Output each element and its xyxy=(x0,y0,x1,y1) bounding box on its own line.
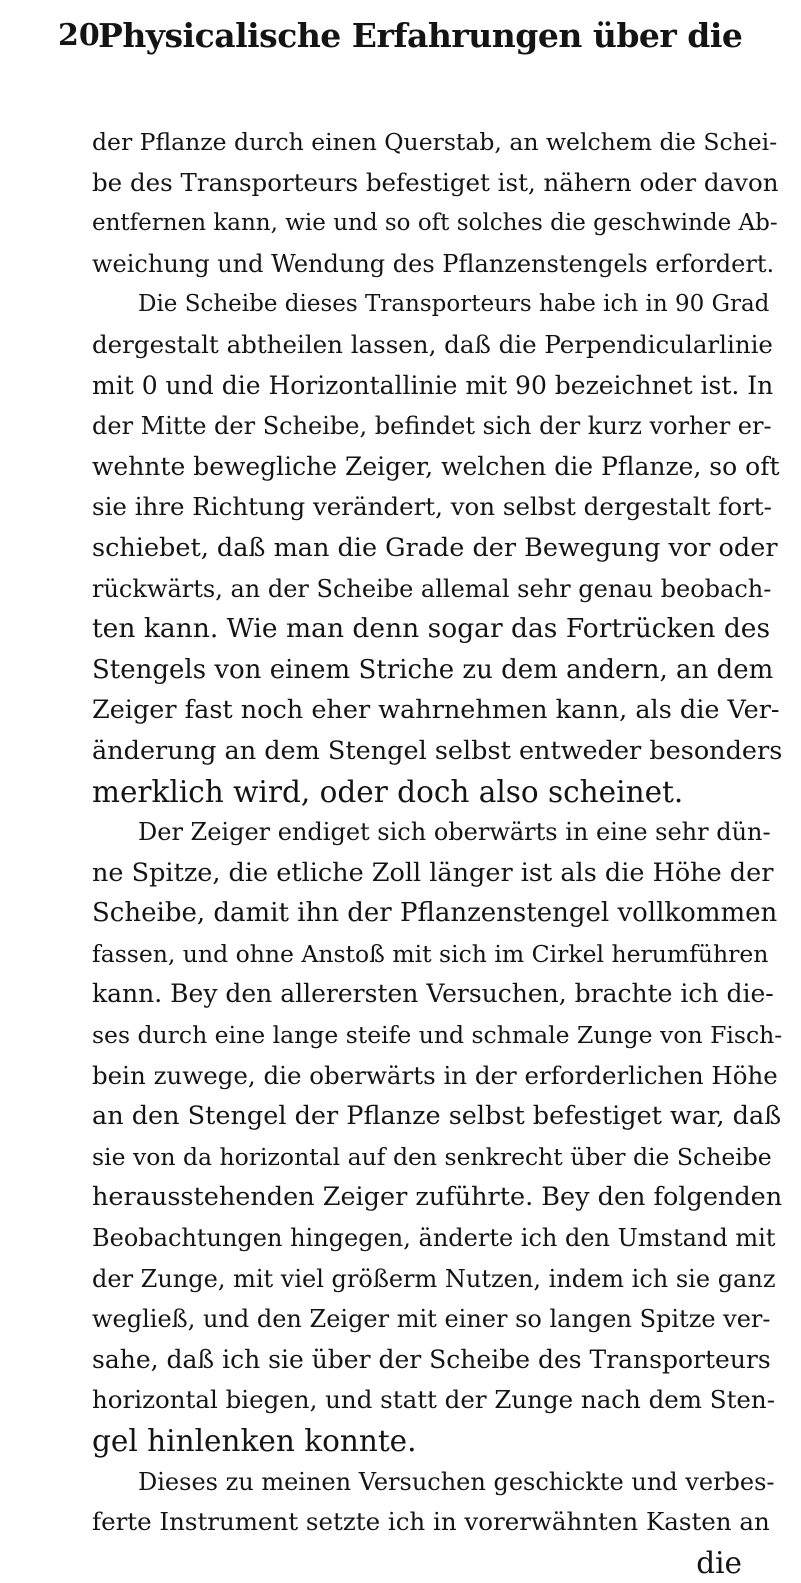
text-line: entfernen kann, wie und so oft solches die geschwinde Ab- xyxy=(92,210,778,237)
text-line: ses durch eine lange steife und schmale Zunge von Fisch- xyxy=(92,1021,782,1050)
text-line: merklich wird, oder doch also scheinet. xyxy=(92,774,684,809)
page-header xyxy=(58,6,758,70)
text-line: mit 0 und die Horizontallinie mit 90 bezeichnet ist. In xyxy=(92,370,774,400)
catchword: die xyxy=(696,1545,742,1580)
text-line: Scheibe, damit ihn der Pflanzenstengel vollkommen xyxy=(92,898,778,929)
text-line: Dieses zu meinen Versuchen geschickte und verbes- xyxy=(138,1467,775,1496)
text-line: ten kann. Wie man denn sogar das Fortrücken des xyxy=(92,613,771,645)
text-line: weichung und Wendung des Pflanzenstengels erfordert. xyxy=(92,249,775,278)
text-line: an den Stengel der Pflanze selbst befestiget war, daß xyxy=(92,1101,782,1132)
text-line: der Zunge, mit viel größerm Nutzen, indem ich sie ganz xyxy=(92,1264,776,1293)
text-line: sahe, daß ich sie über der Scheibe des Transporteurs xyxy=(92,1344,771,1374)
text-line: änderung an dem Stengel selbst entweder besonders xyxy=(92,735,782,766)
text-line: dergestalt abtheilen lassen, daß die Perpendicularlinie xyxy=(92,329,773,359)
text-line: der Pflanze durch einen Querstab, an welchem die Schei- xyxy=(92,128,778,156)
text-line: sie von da horizontal auf den senkrecht über die Scheibe xyxy=(92,1142,772,1171)
text-line: wehnte bewegliche Zeiger, welchen die Pflanze, so oft xyxy=(92,451,780,481)
text-line: fassen, und ohne Anstoß mit sich im Cirkel herumführen xyxy=(92,939,769,968)
text-line: gel hinlenken konnte. xyxy=(92,1424,417,1458)
text-line: der Mitte der Scheibe, befindet sich der kurz vorher er- xyxy=(92,412,772,441)
running-title: Physicalische Erfahrungen über die xyxy=(98,16,743,55)
page-number: 20 xyxy=(58,18,100,53)
text-line: bein zuwege, die oberwärts in der erforderlichen Höhe xyxy=(92,1060,778,1090)
text-line: ferte Instrument setzte ich in vorerwähnten Kasten an xyxy=(92,1507,770,1537)
text-line: sie ihre Richtung verändert, von selbst dergestalt fort- xyxy=(92,492,772,522)
text-line: horizontal biegen, und statt der Zunge nach dem Sten- xyxy=(92,1385,775,1415)
text-line: Stengels von einem Striche zu dem andern, an dem xyxy=(92,654,774,685)
text-line: herausstehenden Zeiger zuführte. Bey den folgenden xyxy=(92,1182,782,1213)
text-line: Beobachtungen hingegen, änderte ich den Umstand mit xyxy=(92,1224,776,1253)
text-line: Zeiger fast noch eher wahrnehmen kann, als die Ver- xyxy=(92,695,780,726)
body-text xyxy=(92,122,782,1583)
text-line: rückwärts, an der Scheibe allemal sehr genau beobach- xyxy=(92,574,772,603)
text-line: schiebet, daß man die Grade der Bewegung vor oder xyxy=(92,532,778,563)
text-line: wegließ, und den Zeiger mit einer so langen Spitze ver- xyxy=(92,1305,771,1334)
text-line: Die Scheibe dieses Transporteurs habe ich in 90 Grad xyxy=(138,291,770,318)
text-line: Der Zeiger endiget sich oberwärts in eine sehr dün- xyxy=(138,818,771,847)
text-line: ne Spitze, die etliche Zoll länger ist als die Höhe der xyxy=(92,857,774,888)
text-line: be des Transporteurs befestiget ist, nähern oder davon xyxy=(92,167,779,197)
text-line: kann. Bey den allerersten Versuchen, brachte ich die- xyxy=(92,979,774,1009)
